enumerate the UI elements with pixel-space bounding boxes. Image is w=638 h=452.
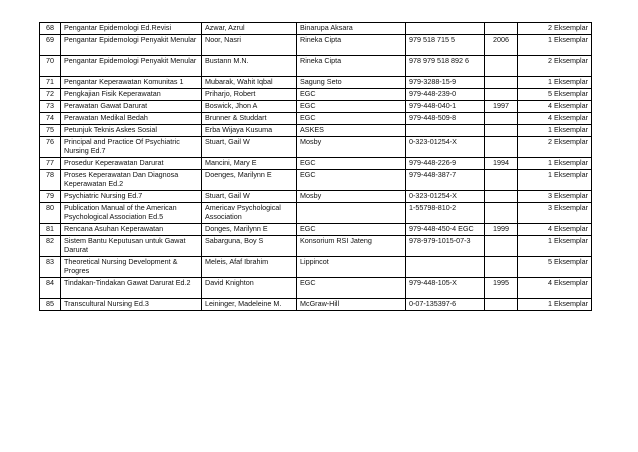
- cell-quantity: 4 Eksemplar: [518, 113, 592, 125]
- cell-isbn: 0-07-135397-6: [406, 299, 485, 311]
- cell-number: 79: [40, 191, 61, 203]
- cell-number: 77: [40, 158, 61, 170]
- cell-number: 80: [40, 203, 61, 224]
- cell-title: Proses Keperawatan Dan Diagnosa Keperawatan Ed.2: [61, 170, 202, 191]
- table-row: [40, 125, 592, 137]
- cell-publisher: EGC: [297, 101, 406, 113]
- cell-quantity: 4 Eksemplar: [518, 278, 592, 299]
- cell-quantity: 3 Eksemplar: [518, 191, 592, 203]
- cell-year: [485, 56, 518, 77]
- table-row: [40, 23, 592, 35]
- table-row: [40, 299, 592, 311]
- cell-publisher: [297, 203, 406, 224]
- cell-author: Priharjo, Robert: [202, 89, 297, 101]
- cell-title: Principal and Practice Of Psychiatric Nursing Ed.7: [61, 137, 202, 158]
- cell-isbn: 979-448-239-0: [406, 89, 485, 101]
- cell-year: [485, 299, 518, 311]
- cell-author: Brunner & Studdart: [202, 113, 297, 125]
- cell-title: Prosedur Keperawatan Darurat: [61, 158, 202, 170]
- cell-publisher: Mosby: [297, 191, 406, 203]
- cell-publisher: Rineka Cipta: [297, 56, 406, 77]
- cell-number: 68: [40, 23, 61, 35]
- cell-author: Mancini, Mary E: [202, 158, 297, 170]
- cell-isbn: [406, 23, 485, 35]
- cell-publisher: Binarupa Aksara: [297, 23, 406, 35]
- cell-number: 84: [40, 278, 61, 299]
- cell-number: 82: [40, 236, 61, 257]
- cell-number: 69: [40, 35, 61, 56]
- table-row: [40, 170, 592, 191]
- cell-publisher: EGC: [297, 170, 406, 191]
- cell-year: [485, 170, 518, 191]
- cell-isbn: 979-448-040-1: [406, 101, 485, 113]
- cell-year: 1994: [485, 158, 518, 170]
- cell-number: 74: [40, 113, 61, 125]
- cell-year: [485, 191, 518, 203]
- cell-isbn: 978 979 518 892 6: [406, 56, 485, 77]
- cell-number: 70: [40, 56, 61, 77]
- cell-year: 1997: [485, 101, 518, 113]
- cell-isbn: 979-3288-15-9: [406, 77, 485, 89]
- cell-author: David Knighton: [202, 278, 297, 299]
- cell-author: Azwar, Azrul: [202, 23, 297, 35]
- cell-title: Pengantar Keperawatan Komunitas 1: [61, 77, 202, 89]
- cell-quantity: 1 Eksemplar: [518, 170, 592, 191]
- cell-isbn: 978-979-1015-07-3: [406, 236, 485, 257]
- cell-author: Meleis, Afaf Ibrahim: [202, 257, 297, 278]
- cell-author: Boswick, Jhon A: [202, 101, 297, 113]
- cell-publisher: EGC: [297, 113, 406, 125]
- cell-author: Americav Psychological Association: [202, 203, 297, 224]
- table-row: [40, 89, 592, 101]
- cell-year: [485, 125, 518, 137]
- cell-author: Stuart, Gail W: [202, 137, 297, 158]
- cell-number: 73: [40, 101, 61, 113]
- cell-year: [485, 89, 518, 101]
- cell-title: Psychiatric Nursing Ed.7: [61, 191, 202, 203]
- cell-quantity: 1 Eksemplar: [518, 35, 592, 56]
- cell-quantity: 2 Eksemplar: [518, 56, 592, 77]
- table-row: [40, 113, 592, 125]
- cell-year: [485, 77, 518, 89]
- cell-author: Mubarak, Wahit Iqbal: [202, 77, 297, 89]
- cell-isbn: 0-323-01254-X: [406, 191, 485, 203]
- cell-title: Perawatan Medikal Bedah: [61, 113, 202, 125]
- cell-quantity: 3 Eksemplar: [518, 203, 592, 224]
- cell-number: 71: [40, 77, 61, 89]
- table-row: [40, 101, 592, 113]
- cell-isbn: 1-55798-810-2: [406, 203, 485, 224]
- cell-publisher: EGC: [297, 89, 406, 101]
- cell-number: 76: [40, 137, 61, 158]
- cell-title: Publication Manual of the American Psychological Association Ed.5: [61, 203, 202, 224]
- cell-quantity: 5 Eksemplar: [518, 89, 592, 101]
- cell-year: 1999: [485, 224, 518, 236]
- cell-quantity: 1 Eksemplar: [518, 158, 592, 170]
- cell-title: Rencana Asuhan Keperawatan: [61, 224, 202, 236]
- cell-year: [485, 236, 518, 257]
- cell-publisher: McGraw-Hill: [297, 299, 406, 311]
- cell-title: Theoretical Nursing Development & Progres: [61, 257, 202, 278]
- cell-author: Noor, Nasri: [202, 35, 297, 56]
- cell-quantity: 1 Eksemplar: [518, 236, 592, 257]
- cell-publisher: Lippincot: [297, 257, 406, 278]
- cell-publisher: Konsorium RSI Jateng: [297, 236, 406, 257]
- cell-quantity: 4 Eksemplar: [518, 224, 592, 236]
- table-row: [40, 203, 592, 224]
- book-inventory-table: [39, 22, 592, 311]
- table-row: [40, 137, 592, 158]
- table-row: [40, 56, 592, 77]
- cell-isbn: 0-323-01254-X: [406, 137, 485, 158]
- table-body: [40, 23, 592, 311]
- cell-publisher: ASKES: [297, 125, 406, 137]
- cell-author: Donges, Marilynn E: [202, 224, 297, 236]
- cell-year: 1995: [485, 278, 518, 299]
- cell-quantity: 5 Eksemplar: [518, 257, 592, 278]
- table-row: [40, 35, 592, 56]
- cell-author: Erba Wijaya Kusuma: [202, 125, 297, 137]
- cell-publisher: EGC: [297, 224, 406, 236]
- table-row: [40, 236, 592, 257]
- cell-author: Doenges, Marilynn E: [202, 170, 297, 191]
- cell-isbn: 979-448-226-9: [406, 158, 485, 170]
- cell-title: Sistem Bantu Keputusan untuk Gawat Darurat: [61, 236, 202, 257]
- cell-isbn: 979-448-105-X: [406, 278, 485, 299]
- table-row: [40, 224, 592, 236]
- cell-author: Leininger, Madeleine M.: [202, 299, 297, 311]
- cell-year: [485, 113, 518, 125]
- table-row: [40, 77, 592, 89]
- cell-publisher: EGC: [297, 278, 406, 299]
- cell-number: 81: [40, 224, 61, 236]
- table-row: [40, 257, 592, 278]
- cell-title: Perawatan Gawat Darurat: [61, 101, 202, 113]
- cell-isbn: 979-448-387-7: [406, 170, 485, 191]
- cell-quantity: 2 Eksemplar: [518, 137, 592, 158]
- cell-publisher: Sagung Seto: [297, 77, 406, 89]
- cell-title: Pengantar Epidemologi Ed.Revisi: [61, 23, 202, 35]
- table-row: [40, 278, 592, 299]
- cell-year: [485, 23, 518, 35]
- cell-quantity: 4 Eksemplar: [518, 101, 592, 113]
- cell-quantity: 2 Eksemplar: [518, 23, 592, 35]
- cell-isbn: 979-448-509-8: [406, 113, 485, 125]
- cell-year: 2006: [485, 35, 518, 56]
- table-row: [40, 158, 592, 170]
- cell-title: Transcultural Nursing Ed.3: [61, 299, 202, 311]
- cell-title: Petunjuk Teknis Askes Sosial: [61, 125, 202, 137]
- cell-year: [485, 137, 518, 158]
- cell-publisher: Mosby: [297, 137, 406, 158]
- cell-year: [485, 257, 518, 278]
- cell-publisher: Rineka Cipta: [297, 35, 406, 56]
- cell-title: Tindakan-Tindakan Gawat Darurat Ed.2: [61, 278, 202, 299]
- cell-isbn: [406, 257, 485, 278]
- cell-year: [485, 203, 518, 224]
- table-row: [40, 191, 592, 203]
- cell-quantity: 1 Eksemplar: [518, 125, 592, 137]
- cell-number: 72: [40, 89, 61, 101]
- cell-author: Bustann M.N.: [202, 56, 297, 77]
- cell-author: Stuart, Gail W: [202, 191, 297, 203]
- cell-publisher: EGC: [297, 158, 406, 170]
- cell-title: Pengantar Epidemologi Penyakit Menular: [61, 56, 202, 77]
- cell-quantity: 1 Eksemplar: [518, 77, 592, 89]
- cell-title: Pengantar Epidemologi Penyakit Menular: [61, 35, 202, 56]
- cell-quantity: 1 Eksemplar: [518, 299, 592, 311]
- cell-isbn: 979-448-450-4 EGC: [406, 224, 485, 236]
- cell-number: 83: [40, 257, 61, 278]
- cell-isbn: 979 518 715 5: [406, 35, 485, 56]
- cell-number: 85: [40, 299, 61, 311]
- cell-number: 75: [40, 125, 61, 137]
- cell-title: Pengkajian Fisik Keperawatan: [61, 89, 202, 101]
- cell-isbn: [406, 125, 485, 137]
- cell-author: Sabarguna, Boy S: [202, 236, 297, 257]
- cell-number: 78: [40, 170, 61, 191]
